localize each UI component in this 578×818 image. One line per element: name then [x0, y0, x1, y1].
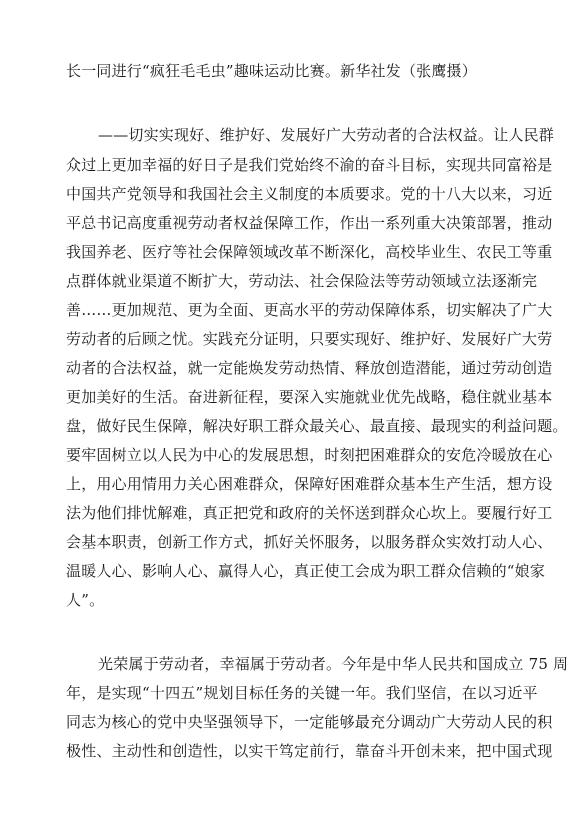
paragraph-line: 温暖人心、影响人心、赢得人心，真正使工会成为职工群众信赖的“娘家 [66, 562, 546, 580]
paragraph-line: 人”。 [66, 591, 105, 609]
paragraph-line: 善……更加规范、更为全面、更高水平的劳动保障体系，切实解决了广大 [66, 301, 553, 319]
paragraph-line: 上，用心用情用力关心困难群众，保障好困难群众基本生产生活，想方设 [66, 475, 553, 493]
paragraph-line: 劳动者的后顾之忧。实践充分证明，只要实现好、维护好、发展好广大劳 [66, 330, 553, 348]
paragraph-line: 极性、主动性和创造性，以实干笃定前行，靠奋斗开创未来，把中国式现 [66, 742, 553, 760]
photo-caption: 长一同进行“疯狂毛毛虫”趣味运动比赛。新华社发（张鹰摄） [66, 62, 477, 80]
paragraph-line: 要牢固树立以人民为中心的发展思想，时刻把困难群众的安危冷暖放在心 [66, 446, 553, 464]
paragraph-line: 法为他们排忧解难，真正把党和政府的关怀送到群众心坎上。要履行好工 [66, 504, 553, 522]
paragraph-line: 会基本职责，创新工作方式，抓好关怀服务，以服务群众实效打动人心、 [66, 533, 553, 551]
paragraph-line: 更加美好的生活。奋进新征程，要深入实施就业优先战略，稳住就业基本 [66, 388, 553, 406]
paragraph-line: 盘，做好民生保障，解决好职工群众最关心、最直接、最现实的利益问题。 [66, 417, 568, 435]
paragraph-line: 同志为核心的党中央坚强领导下，一定能够最充分调动广大劳动人民的积 [66, 713, 553, 731]
paragraph-line: 年，是实现“十四五”规划目标任务的关键一年。我们坚信，在以习近平 [66, 684, 538, 702]
paragraph-line: 我国养老、医疗等社会保障领域改革不断深化，高校毕业生、农民工等重 [66, 243, 553, 261]
paragraph-line: 光荣属于劳动者，幸福属于劳动者。今年是中华人民共和国成立 75 周 [98, 655, 569, 673]
paragraph-line: 平总书记高度重视劳动者权益保障工作，作出一系列重大决策部署，推动 [66, 214, 553, 232]
paragraph-line: 动者的合法权益，就一定能焕发劳动热情、释放创造潜能，通过劳动创造 [66, 359, 553, 377]
paragraph-line: ——切实实现好、维护好、发展好广大劳动者的合法权益。让人民群 [98, 126, 555, 144]
paragraph-line: 中国共产党领导和我国社会主义制度的本质要求。党的十八大以来，习近 [66, 185, 553, 203]
paragraph-line: 点群体就业渠道不断扩大，劳动法、社会保险法等劳动领域立法逐渐完 [66, 272, 538, 290]
paragraph-line: 众过上更加幸福的好日子是我们党始终不渝的奋斗目标，实现共同富裕是 [66, 156, 553, 174]
